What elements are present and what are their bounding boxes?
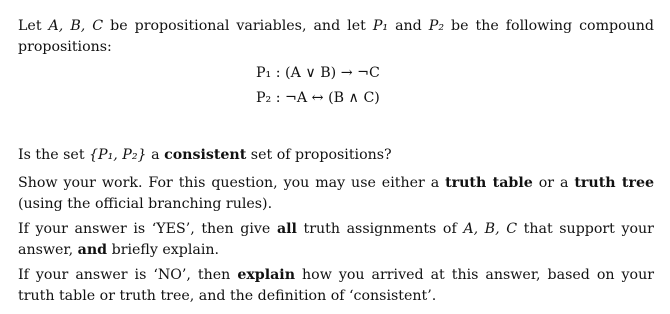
emphasis-consistent: consistent [164, 147, 247, 163]
proposition-p2: P₂ [428, 18, 445, 34]
formula-p2: P₂ : ¬A ↔ (B ∧ C) [256, 90, 380, 106]
variables: A, B, C [48, 18, 104, 34]
emphasis-and: and [77, 242, 108, 258]
variables: A, B, C [463, 221, 518, 237]
emphasis-explain: explain [237, 267, 296, 283]
question-text: a [146, 147, 165, 163]
instruction-text: If your answer is ‘NO’, then [18, 267, 238, 283]
show-work-paragraph [18, 173, 654, 215]
instruction-text: that support your answer, [18, 221, 654, 258]
question-text: set of propositions? [246, 147, 392, 163]
instruction-text: briefly explain. [107, 242, 220, 258]
instruction-text: or a [532, 175, 575, 191]
intro-text: Let [18, 18, 49, 34]
instruction-text: truth assignments of [296, 221, 464, 237]
emphasis-truth-tree: truth tree [574, 175, 655, 191]
question-text: Is the set [18, 147, 90, 163]
intro-text: be propositional variables, and let [103, 18, 373, 34]
instruction-text: Show your work. For this question, you may use either a [18, 175, 446, 191]
no-paragraph [18, 265, 654, 307]
formula-p1: P₁ : (A ∨ B) → ¬C [256, 65, 380, 81]
intro-paragraph [18, 16, 654, 58]
instruction-text: If your answer is ‘YES’, then give [18, 221, 277, 237]
question-paragraph [18, 145, 654, 166]
emphasis-truth-table: truth table [445, 175, 533, 191]
proposition-p1: P₁ [372, 18, 389, 34]
intro-text: be the following compound propositions: [18, 18, 655, 55]
proposition-set: {P₁, P₂} [89, 147, 147, 163]
emphasis-all: all [276, 221, 297, 237]
yes-paragraph [18, 219, 654, 261]
intro-text: and [388, 18, 429, 34]
instruction-text: how you arrived at this answer, based on your truth table or truth tree, and the definition of ‘consistent’. [18, 267, 655, 304]
instruction-text: (using the official branching rules). [18, 196, 273, 212]
